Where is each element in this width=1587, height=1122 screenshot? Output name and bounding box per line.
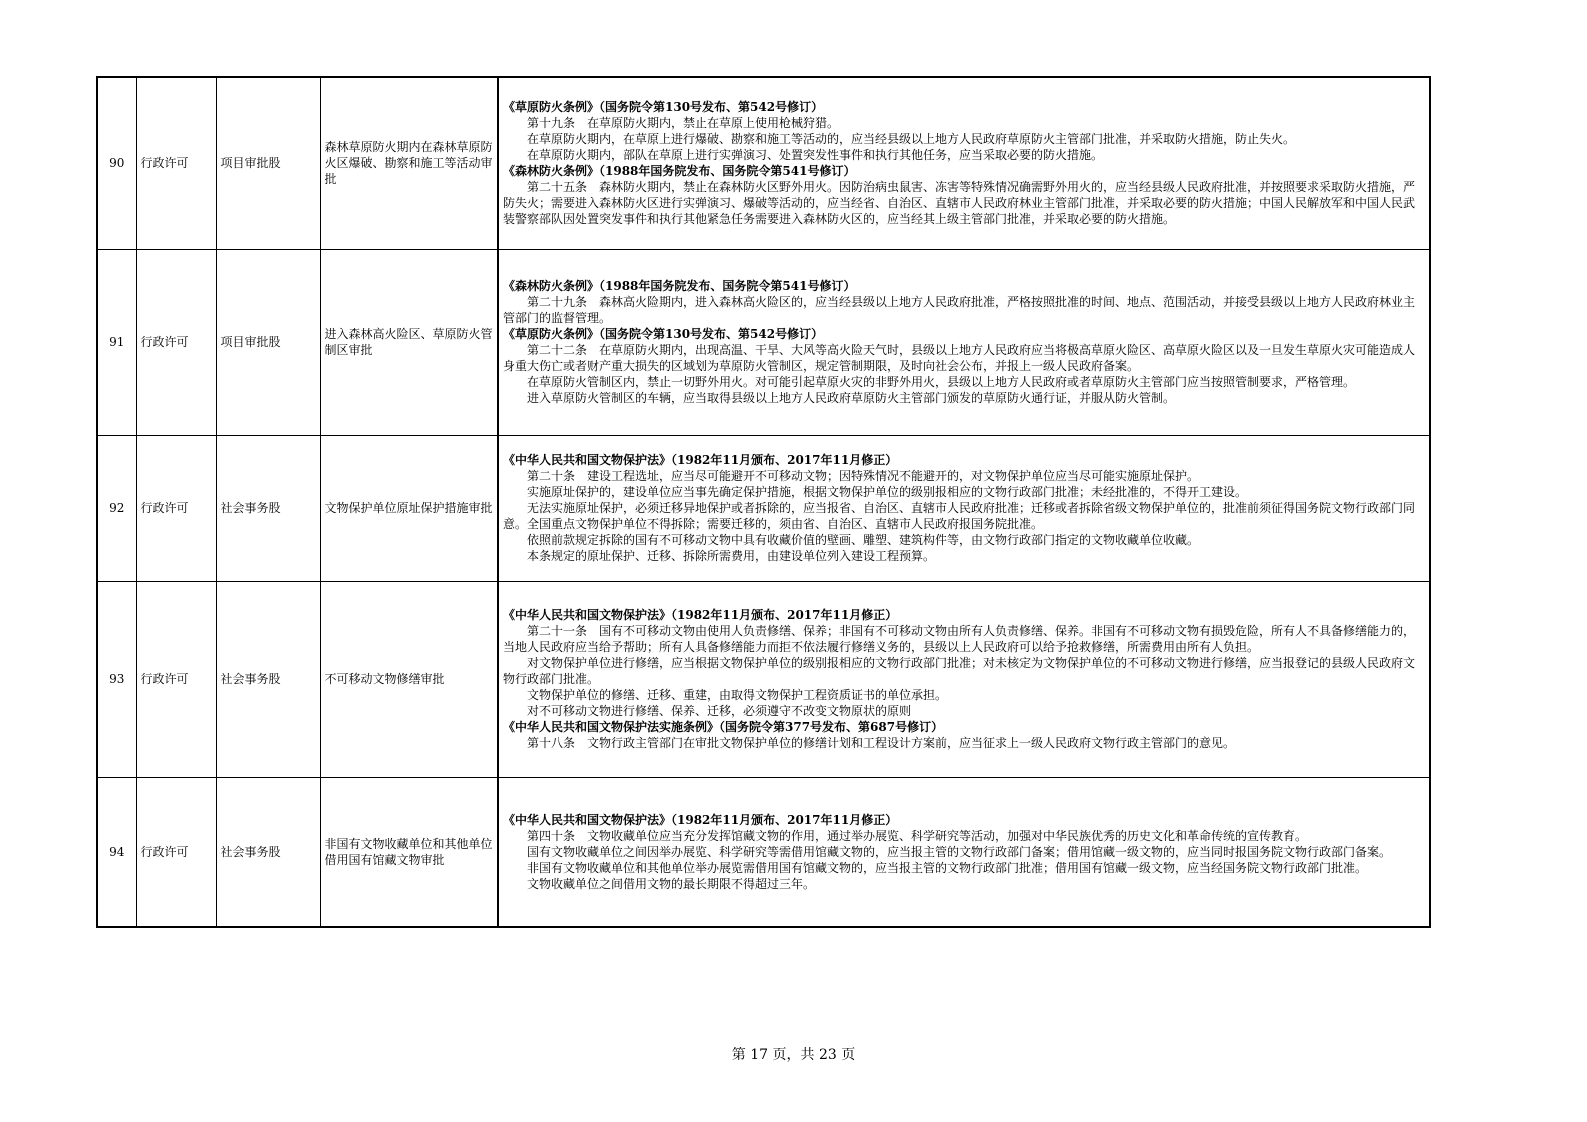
law-article-text: 在草原防火期内，在草原上进行爆破、勘察和施工等活动的，应当经县级以上地方人民政府草原防火主管部门批准，并采取防火措施，防止失火。 — [527, 132, 1296, 147]
table-row — [97, 77, 1430, 249]
row-type: 行政许可 — [136, 435, 216, 581]
row-number: 90 — [97, 77, 136, 249]
row-department: 社会事务股 — [216, 777, 320, 927]
row-number: 93 — [97, 581, 136, 777]
row-item-name: 森林草原防火期内在森林草原防火区爆破、勘察和施工等活动审批 — [320, 77, 498, 249]
row-legal-basis — [498, 581, 1430, 777]
row-legal-basis — [498, 77, 1430, 249]
row-number: 92 — [97, 435, 136, 581]
row-number: 94 — [97, 777, 136, 927]
law-title: 《中华人民共和国文物保护法》（1982年11月颁布、2017年11月修正） — [503, 453, 898, 467]
table-row — [97, 581, 1430, 777]
row-department: 项目审批股 — [216, 77, 320, 249]
law-article-text: 在草原防火管制区内，禁止一切野外用火。对可能引起草原火灾的非野外用火，县级以上地方人民政府或者草原防火主管部门应当按照管制要求，严格管理。 — [527, 375, 1356, 389]
law-article-text: 第十九条 在草原防火期内，禁止在草原上使用枪械狩猎。 — [527, 116, 840, 131]
row-item-name: 文物保护单位原址保护措施审批 — [320, 435, 498, 581]
law-article-text: 文物保护单位的修缮、迁移、重建，由取得文物保护工程资质证书的单位承担。 — [527, 688, 948, 702]
law-title: 《森林防火条例》（1988年国务院发布、国务院令第541号修订） — [503, 164, 856, 179]
law-article-text: 本条规定的原址保护、迁移、拆除所需费用，由建设单位列入建设工程预算。 — [527, 549, 936, 563]
row-type: 行政许可 — [136, 777, 216, 927]
law-title: 《中华人民共和国文物保护法》（1982年11月颁布、2017年11月修正） — [503, 608, 898, 622]
row-legal-basis — [498, 777, 1430, 927]
law-article-text: 进入草原防火管制区的车辆，应当取得县级以上地方人民政府草原防火主管部门颁发的草原防火通行证，并服从防火管制。 — [527, 391, 1176, 405]
law-title: 《中华人民共和国文物保护法》（1982年11月颁布、2017年11月修正） — [503, 812, 898, 827]
law-article-text: 无法实施原址保护，必须迁移异地保护或者拆除的，应当报省、自治区、直辖市人民政府批准；迁移或者拆除省级文物保护单位的，批准前须征得国务院文物行政部门同意。全国重点文物保护单位不得拆除；需要迁移的，须由省、自治区、直辖市人民政府报国务院批准。 — [503, 501, 1416, 531]
law-article-text: 依照前款规定拆除的国有不可移动文物中具有收藏价值的壁画、雕塑、建筑构件等，由文物行政部门指定的文物收藏单位收藏。 — [527, 533, 1200, 547]
row-department: 社会事务股 — [216, 435, 320, 581]
law-article-text: 第二十二条 在草原防火期内，出现高温、干旱、大风等高火险天气时，县级以上地方人民政府应当将极高草原火险区、高草原火险区以及一旦发生草原火灾可能造成人身重大伤亡或者财产重大损失的区域划为草原防火管制区，规定管制期限，及时向社会公布，并报上一级人民政府备案。 — [503, 343, 1416, 373]
row-item-name: 不可移动文物修缮审批 — [320, 581, 498, 777]
row-legal-basis — [498, 435, 1430, 581]
row-department: 项目审批股 — [216, 249, 320, 435]
row-legal-basis — [498, 249, 1430, 435]
row-item-name: 进入森林高火险区、草原防火管制区审批 — [320, 249, 498, 435]
row-item-name: 非国有文物收藏单位和其他单位借用国有馆藏文物审批 — [320, 777, 498, 927]
page-footer: 第 17 页，共 23 页 — [731, 1047, 856, 1063]
law-article-text: 第二十九条 森林高火险期内，进入森林高火险区的，应当经县级以上地方人民政府批准，严格按照批准的时间、地点、范围活动，并接受县级以上地方人民政府林业主管部门的监督管理。 — [503, 295, 1416, 325]
table-row — [97, 777, 1430, 927]
law-article-text: 第二十一条 国有不可移动文物由使用人负责修缮、保养；非国有不可移动文物由所有人负责修缮、保养。非国有不可移动文物有损毁危险，所有人不具备修缮能力的，当地人民政府应当给予帮助；所有人具备修缮能力而拒不依法履行修缮义务的，县级以上人民政府可以给予抢救修缮，所需费用由所有人负担。 — [503, 624, 1416, 654]
law-title: 《草原防火条例》（国务院令第130号发布、第542号修订） — [503, 327, 824, 341]
table-row — [97, 435, 1430, 581]
law-title: 《草原防火条例》（国务院令第130号发布、第542号修订） — [503, 100, 824, 115]
law-article-text: 第十八条 文物行政主管部门在审批文物保护单位的修缮计划和工程设计方案前，应当征求上一级人民政府文物行政主管部门的意见。 — [527, 736, 1236, 750]
law-article-text: 文物收藏单位之间借用文物的最长期限不得超过三年。 — [527, 876, 816, 891]
law-article-text: 第二十五条 森林防火期内，禁止在森林防火区野外用火。因防治病虫鼠害、冻害等特殊情况确需野外用火的，应当经县级人民政府批准，并按照要求采取防火措施，严防失火；需要进入森林防火区进行实弹演习、爆破等活动的，应当经省、自治区、直辖市人民政府林业主管部门批准，并采取必要的防火措施；中国人民解放军和中国人民武装警察部队因处置突发事件和执行其他紧急任务需要进入森林防火区的，应当经其上级主管部门批准，并采取必要的防火措施。 — [503, 180, 1416, 227]
law-article-text: 对文物保护单位进行修缮，应当根据文物保护单位的级别报相应的文物行政部门批准；对未核定为文物保护单位的不可移动文物进行修缮，应当报登记的县级人民政府文物行政部门批准。 — [503, 656, 1416, 686]
row-type: 行政许可 — [136, 77, 216, 249]
law-article-text: 国有文物收藏单位之间因举办展览、科学研究等需借用馆藏文物的，应当报主管的文物行政部门备案；借用馆藏一级文物的，应当同时报国务院文物行政部门备案。 — [527, 844, 1392, 859]
row-type: 行政许可 — [136, 581, 216, 777]
law-article-text: 对不可移动文物进行修缮、保养、迁移，必须遵守不改变文物原状的原则 — [527, 704, 912, 718]
law-article-text: 第二十条 建设工程选址，应当尽可能避开不可移动文物；因特殊情况不能避开的，对文物保护单位应当尽可能实施原址保护。 — [527, 469, 1200, 483]
law-title: 《中华人民共和国文物保护法实施条例》（国务院令第377号发布、第687号修订） — [503, 720, 944, 734]
table-row — [97, 249, 1430, 435]
law-article-text: 在草原防火期内，部队在草原上进行实弹演习、处置突发性事件和执行其他任务，应当采取必要的防火措施。 — [527, 148, 1104, 163]
row-type: 行政许可 — [136, 249, 216, 435]
law-title: 《森林防火条例》（1988年国务院发布、国务院令第541号修订） — [503, 279, 856, 293]
row-department: 社会事务股 — [216, 581, 320, 777]
row-number: 91 — [97, 249, 136, 435]
law-article-text: 第四十条 文物收藏单位应当充分发挥馆藏文物的作用，通过举办展览、科学研究等活动，加强对中华民族优秀的历史文化和革命传统的宣传教育。 — [527, 828, 1308, 843]
permits-table-body — [97, 77, 1430, 927]
permits-table — [96, 76, 1431, 928]
law-article-text: 非国有文物收藏单位和其他单位举办展览需借用国有馆藏文物的，应当报主管的文物行政部门批准；借用国有馆藏一级文物，应当经国务院文物行政部门批准。 — [527, 860, 1368, 875]
law-article-text: 实施原址保护的，建设单位应当事先确定保护措施，根据文物保护单位的级别报相应的文物行政部门批准；未经批准的，不得开工建设。 — [527, 485, 1248, 499]
